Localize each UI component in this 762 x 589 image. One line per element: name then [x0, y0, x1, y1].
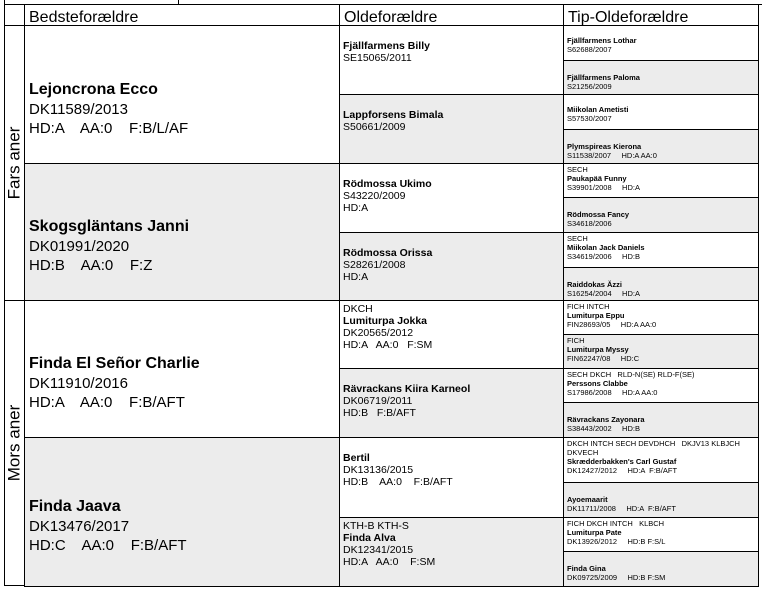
- great-great-grandparent-name: Plymspireas Kierona: [567, 142, 642, 151]
- great-grandparent-name: Lappforsens Bimala: [343, 109, 444, 121]
- great-great-grandparent-title: DKCH INTCH SECH DEVDHCH DKJV13 KLBJCH: [567, 439, 740, 448]
- great-great-grandparent-name: Rödmossa Fancy: [567, 210, 630, 219]
- great-great-grandparent-cell: [563, 94, 759, 130]
- great-great-grandparent-cell: [563, 163, 759, 198]
- great-great-grandparent-name: Miikolan Jack Daniels: [567, 243, 645, 252]
- great-great-grandparent-cell: [563, 232, 759, 268]
- grandparent-reg: DK11589/2013: [29, 100, 128, 118]
- great-grandparent-line: HD:A AA:0 F:SM: [343, 339, 433, 351]
- great-great-grandparent-name: Raiddokas Ăzzi: [567, 280, 623, 289]
- great-great-grandparent-line: S34618/2006: [567, 219, 612, 228]
- grandparent-name: Skogsgläntans Janni: [29, 218, 190, 235]
- great-great-grandparent-line: S16254/2004 HD:A: [567, 289, 640, 298]
- great-great-grandparent-cell: [563, 300, 759, 335]
- grandparent-cell: [24, 163, 340, 301]
- great-great-grandparent-title: FICH DKCH INTCH KLBCH: [567, 519, 665, 528]
- great-great-grandparent-name: Miikolan Ametisti: [567, 105, 629, 114]
- great-grandparent-name: Finda Alva: [343, 532, 396, 544]
- great-great-grandparent-cell: [563, 402, 759, 438]
- great-grandparent-title: DKCH: [343, 303, 373, 315]
- grandparent-cell: [24, 25, 340, 164]
- great-great-grandparent-cell: [563, 334, 759, 369]
- great-grandparent-line: DK13136/2015: [343, 464, 414, 476]
- great-grandparent-name: Lumiturpa Jokka: [343, 315, 428, 327]
- great-great-grandparent-line: DK11711/2008 HD:A F:B/AFT: [567, 504, 676, 513]
- great-great-grandparent-name: Finda Gina: [567, 564, 606, 573]
- great-great-grandparent-line: S34619/2006 HD:B: [567, 252, 640, 261]
- great-great-grandparent-cell: [563, 437, 759, 483]
- dam-side-text: Mors aner: [4, 404, 24, 482]
- dam-side-label: [4, 300, 25, 586]
- header-grandparents: Bedsteforældre: [24, 4, 340, 26]
- great-grandparent-cell: [339, 300, 564, 369]
- great-grandparent-line: S43220/2009: [343, 190, 406, 202]
- great-great-grandparent-line: DK09725/2009 HD:B F:SM: [567, 573, 666, 582]
- great-great-grandparent-cell: [563, 517, 759, 552]
- great-great-grandparent-name: Lumiturpa Eppu: [567, 311, 625, 320]
- grandparent-health: HD:A AA:0 F:B/AFT: [29, 394, 185, 411]
- sire-side-text: Fars aner: [4, 126, 24, 200]
- great-grandparent-line: HD:A: [343, 202, 369, 214]
- grandparent-health: HD:C AA:0 F:B/AFT: [29, 537, 187, 554]
- great-great-grandparent-name: Ayoemaarit: [567, 495, 608, 504]
- sire-side-label: [4, 25, 25, 301]
- great-grandparent-line: DK06719/2011: [343, 395, 413, 407]
- great-grandparent-line: SE15065/2011: [343, 52, 412, 64]
- great-great-grandparent-title: SECH: [567, 234, 588, 243]
- great-great-grandparent-cell: [563, 60, 759, 95]
- great-great-grandparent-line: S62688/2007: [567, 45, 612, 54]
- great-great-grandparent-line: S11538/2007 HD:A AA:0: [567, 151, 657, 160]
- great-great-grandparent-name: Perssons Clabbe: [567, 379, 628, 388]
- great-grandparent-line: HD:B AA:0 F:B/AFT: [343, 476, 453, 488]
- great-grandparent-name: Rödmossa Ukimo: [343, 178, 432, 190]
- great-great-grandparent-cell: [563, 129, 759, 164]
- great-grandparent-cell: [339, 25, 564, 95]
- great-grandparent-line: S50661/2009: [343, 121, 406, 133]
- great-great-grandparent-name: Lumiturpa Pate: [567, 528, 622, 537]
- grandparent-health: HD:A AA:0 F:B/L/AF: [29, 119, 189, 137]
- great-great-grandparent-name: Paukapää Funny: [567, 174, 627, 183]
- great-great-grandparent-name: Lumiturpa Myssy: [567, 345, 629, 354]
- header-great-great-grandparents: Tip-Oldeforældre: [563, 4, 759, 26]
- grandparent-name: Finda El Señor Charlie: [29, 355, 200, 372]
- great-great-grandparent-line: S21256/2009: [567, 82, 612, 91]
- great-grandparent-cell: [339, 163, 564, 233]
- grandparent-name: Finda Jaava: [29, 498, 121, 515]
- great-grandparent-line: HD:A: [343, 271, 369, 283]
- great-great-grandparent-title: FICH INTCH: [567, 302, 610, 311]
- great-grandparent-line: DK12341/2015: [343, 544, 414, 556]
- header-corner: [4, 4, 25, 26]
- great-great-grandparent-line: DK13926/2012 HD:B F:S/L: [567, 537, 666, 546]
- great-great-grandparent-title: SECH DKCH RLD-N(SE) RLD-F(SE): [567, 370, 695, 379]
- great-great-grandparent-line: S17986/2008 HD:A AA:0: [567, 388, 658, 397]
- great-grandparent-cell: [339, 94, 564, 164]
- great-grandparent-cell: [339, 517, 564, 587]
- great-grandparent-cell: [339, 368, 564, 438]
- grandparent-cell: [24, 300, 340, 438]
- great-grandparent-name: Bertil: [343, 452, 370, 464]
- great-great-grandparent-line: FIN62247/08 HD:C: [567, 354, 640, 363]
- great-grandparent-line: HD:A AA:0 F:SM: [343, 556, 436, 568]
- great-great-grandparent-title: DKVECH: [567, 448, 599, 457]
- great-grandparent-line: S28261/2008: [343, 259, 406, 271]
- great-grandparent-name: Rödmossa Orissa: [343, 247, 433, 259]
- great-great-grandparent-line: S57530/2007: [567, 114, 612, 123]
- great-great-grandparent-cell: [563, 368, 759, 403]
- great-grandparent-cell: [339, 437, 564, 518]
- great-grandparent-title: KTH-B KTH-S: [343, 520, 409, 532]
- grandparent-name: Lejoncrona Ecco: [29, 80, 158, 98]
- header-great-grandparents: Oldeforældre: [339, 4, 564, 26]
- great-great-grandparent-line: FIN28693/05 HD:A AA:0: [567, 320, 657, 329]
- grandparent-reg: DK13476/2017: [29, 518, 130, 535]
- grandparent-reg: DK01991/2020: [29, 238, 130, 255]
- great-grandparent-line: HD:B F:B/AFT: [343, 407, 416, 419]
- great-great-grandparent-title: SECH: [567, 165, 588, 174]
- great-great-grandparent-cell: [563, 267, 759, 301]
- great-great-grandparent-cell: [563, 482, 759, 518]
- great-great-grandparent-line: S39901/2008 HD:A: [567, 183, 640, 192]
- great-great-grandparent-cell: [563, 25, 759, 61]
- great-grandparent-name: Fjällfarmens Billy: [343, 40, 430, 52]
- great-great-grandparent-line: DK12427/2012 HD:A F:B/AFT: [567, 466, 678, 475]
- great-great-grandparent-line: S38443/2002 HD:B: [567, 424, 640, 433]
- great-great-grandparent-name: Fjällfarmens Paloma: [567, 73, 640, 82]
- great-grandparent-name: Rävrackans Kiira Karneol: [343, 383, 471, 395]
- grandparent-reg: DK11910/2016: [29, 375, 128, 392]
- great-great-grandparent-cell: [563, 197, 759, 233]
- great-grandparent-cell: [339, 232, 564, 301]
- great-great-grandparent-cell: [563, 551, 759, 587]
- great-great-grandparent-title: FICH: [567, 336, 585, 345]
- great-great-grandparent-name: Fjällfarmens Lothar: [567, 36, 637, 45]
- grandparent-health: HD:B AA:0 F:Z: [29, 257, 153, 274]
- grandparent-cell: [24, 437, 340, 587]
- great-grandparent-line: DK20565/2012: [343, 327, 414, 339]
- great-great-grandparent-name: Skrædderbakken's Carl Gustaf: [567, 457, 677, 466]
- great-great-grandparent-name: Rävrackans Zayonara: [567, 415, 645, 424]
